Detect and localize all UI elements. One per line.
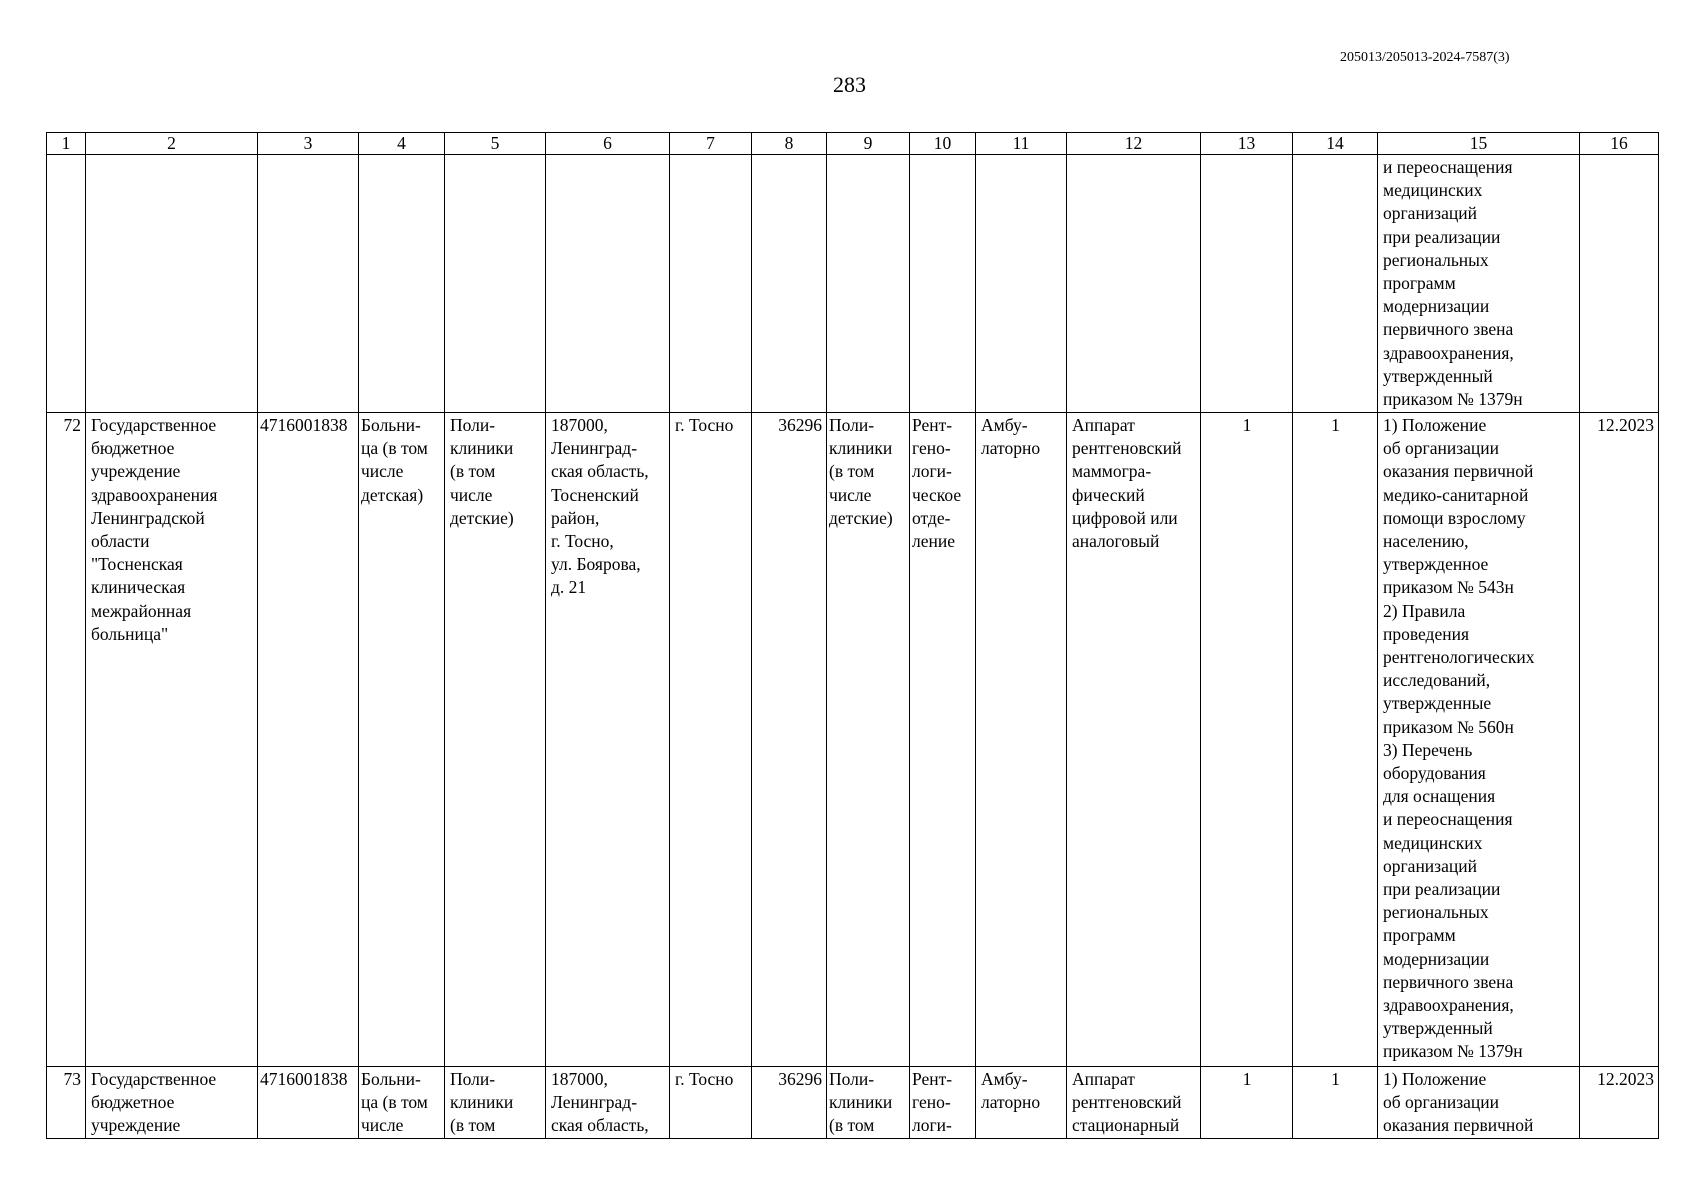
column-header: 11 xyxy=(976,133,1067,155)
table-cell xyxy=(976,155,1067,413)
table-cell xyxy=(827,155,910,413)
table-cell xyxy=(1201,155,1293,413)
address-cell: 187000, Ленинград- ская область, Тосненский район, г. Тосно, ул. Боярова, д. 21 xyxy=(546,413,670,1067)
row-number-cell: 72 xyxy=(47,413,86,1067)
column-header: 16 xyxy=(1580,133,1659,155)
subdivision-cell: Поли- клиники (в том xyxy=(827,1067,910,1139)
table-row xyxy=(47,1067,1659,1139)
column-header: 8 xyxy=(752,133,827,155)
code-cell: 36296 xyxy=(752,1067,827,1139)
care-condition-cell: Амбу- латорно xyxy=(976,1067,1067,1139)
table-cell xyxy=(258,155,359,413)
table-cell xyxy=(445,155,546,413)
code-cell: 36296 xyxy=(752,413,827,1067)
row-number-cell: 73 xyxy=(47,1067,86,1139)
table-cell xyxy=(47,155,86,413)
care-condition-cell: Амбу- латорно xyxy=(976,413,1067,1067)
subdivision-cell: Поли- клиники (в том числе детские) xyxy=(827,413,910,1067)
column-header: 2 xyxy=(86,133,258,155)
document-id: 205013/205013-2024-7587(3) xyxy=(1340,50,1510,65)
department-cell: Рент- гено- логи- xyxy=(910,1067,976,1139)
column-number-row xyxy=(47,133,1659,155)
table-cell xyxy=(86,155,258,413)
column-header: 5 xyxy=(445,133,546,155)
inn-cell: 4716001838 xyxy=(258,413,359,1067)
table-cell xyxy=(670,155,752,413)
unit-type-cell: Поли- клиники (в том xyxy=(445,1067,546,1139)
column-header: 6 xyxy=(546,133,670,155)
organization-cell: Государственное бюджетное учреждение здравоохранения Ленинградской области "Тосненская клиническая межрайонная больница" xyxy=(86,413,258,1067)
column-header: 12 xyxy=(1067,133,1201,155)
table-cell xyxy=(1580,155,1659,413)
column-header: 1 xyxy=(47,133,86,155)
address-cell: 187000, Ленинград- ская область, xyxy=(546,1067,670,1139)
table-row-continuation xyxy=(47,155,1659,413)
table-cell xyxy=(1293,155,1378,413)
quantity-cell: 1 xyxy=(1293,1067,1378,1139)
inn-cell: 4716001838 xyxy=(258,1067,359,1139)
quantity-cell: 1 xyxy=(1201,1067,1293,1139)
equipment-table xyxy=(46,132,1659,1139)
table-cell xyxy=(359,155,445,413)
unit-type-cell: Поли- клиники (в том числе детские) xyxy=(445,413,546,1067)
organization-cell: Государственное бюджетное учреждение xyxy=(86,1067,258,1139)
facility-type-cell: Больни- ца (в том числе детская) xyxy=(359,413,445,1067)
column-header: 13 xyxy=(1201,133,1293,155)
date-cell: 12.2023 xyxy=(1580,413,1659,1067)
locality-cell: г. Тосно xyxy=(670,1067,752,1139)
equipment-cell: Аппарат рентгеновский маммогра- фический цифровой или аналоговый xyxy=(1067,413,1201,1067)
column-header: 3 xyxy=(258,133,359,155)
quantity-cell: 1 xyxy=(1293,413,1378,1067)
date-cell: 12.2023 xyxy=(1580,1067,1659,1139)
table-cell xyxy=(546,155,670,413)
column-header: 9 xyxy=(827,133,910,155)
table-row xyxy=(47,413,1659,1067)
column-header: 4 xyxy=(359,133,445,155)
facility-type-cell: Больни- ца (в том числе xyxy=(359,1067,445,1139)
column-header: 14 xyxy=(1293,133,1378,155)
column-header: 15 xyxy=(1378,133,1580,155)
page-number: 283 xyxy=(833,72,866,97)
table-cell xyxy=(1067,155,1201,413)
legal-basis-cell: 1) Положение об организации оказания первичной медико-санитарной помощи взрослому населению, утвержденное приказом № 543н 2) Правила проведения рентгенологических исследований, утвержденные приказом № 560н 3) Перечень оборудования для оснащения и переоснащения медицинских организаций при реализации региональных программ модернизации первичного звена здравоохранения, утвержденный приказом № 1379н xyxy=(1378,413,1580,1067)
table-cell xyxy=(910,155,976,413)
legal-basis-cell: и переоснащения медицинских организаций при реализации региональных программ модернизации первичного звена здравоохранения, утвержденный приказом № 1379н xyxy=(1378,155,1580,413)
department-cell: Рент- гено- логи- ческое отде- ление xyxy=(910,413,976,1067)
quantity-cell: 1 xyxy=(1201,413,1293,1067)
legal-basis-cell: 1) Положение об организации оказания первичной xyxy=(1378,1067,1580,1139)
table-cell xyxy=(752,155,827,413)
equipment-cell: Аппарат рентгеновский стационарный xyxy=(1067,1067,1201,1139)
column-header: 7 xyxy=(670,133,752,155)
column-header: 10 xyxy=(910,133,976,155)
locality-cell: г. Тосно xyxy=(670,413,752,1067)
